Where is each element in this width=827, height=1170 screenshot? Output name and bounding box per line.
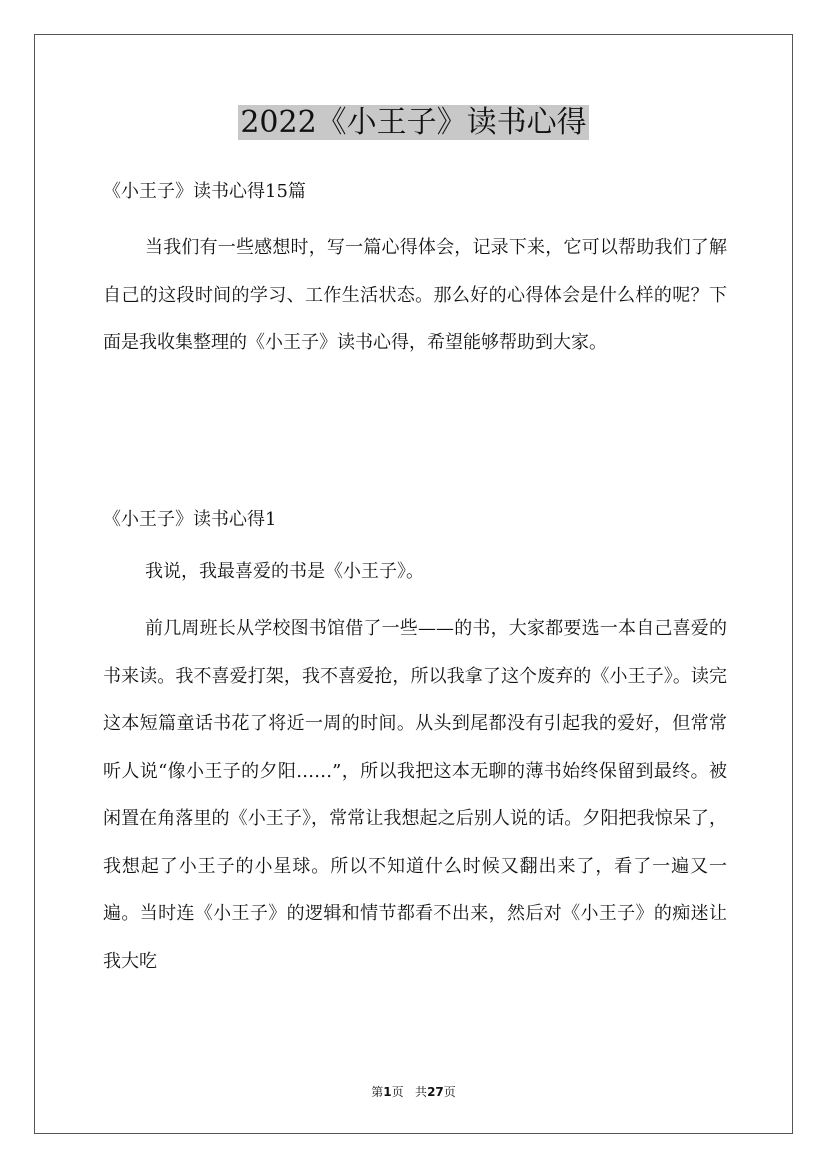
document-subtitle: 《小王子》读书心得15篇 [103, 181, 306, 202]
section-heading: 《小王子》读书心得1 [103, 509, 277, 530]
document-title [0, 101, 827, 145]
body-paragraph-2: 前几周班长从学校图书馆借了一些——的书，大家都要选一本自己喜爱的书来读。我不喜爱打架，我不喜爱抢，所以我拿了这个废弃的《小王子》。读完这本短篇童话书花了将近一周的时间。从头到尾都没有引起我的爱好，但常常听人说“像小王子的夕阳……”，所以我把这本无聊的薄书始终保留到最终。被闲置在角落里的《小王子》，常常让我想起之后别人说的话。夕阳把我惊呆了，我想起了小王子的小星球。所以不知道什么时候又翻出来了，看了一遍又一遍。当时连《小王子》的逻辑和情节都看不出来，然后对《小王子》的痴迷让我大吃 [103, 618, 727, 972]
page-footer [0, 1083, 827, 1101]
intro-paragraph: 当我们有一些感想时，写一篇心得体会，记录下来，它可以帮助我们了解自己的这段时间的学习、工作生活状态。那么好的心得体会是什么样的呢？下面是我收集整理的《小王子》读书心得，希望能够帮助到大家。 [103, 237, 727, 353]
footer-total-prefix: 共 [415, 1085, 428, 1099]
body-paragraph-1: 我说，我最喜爱的书是《小王子》。 [145, 561, 424, 582]
document-title-text: 2022《小王子》读书心得 [240, 105, 587, 140]
footer-page-unit: 页 [391, 1085, 404, 1099]
footer-page-prefix: 第 [371, 1085, 384, 1099]
footer-page-total: 27 [427, 1085, 444, 1099]
footer-page-current: 1 [383, 1085, 392, 1099]
footer-total-unit: 页 [443, 1085, 456, 1099]
